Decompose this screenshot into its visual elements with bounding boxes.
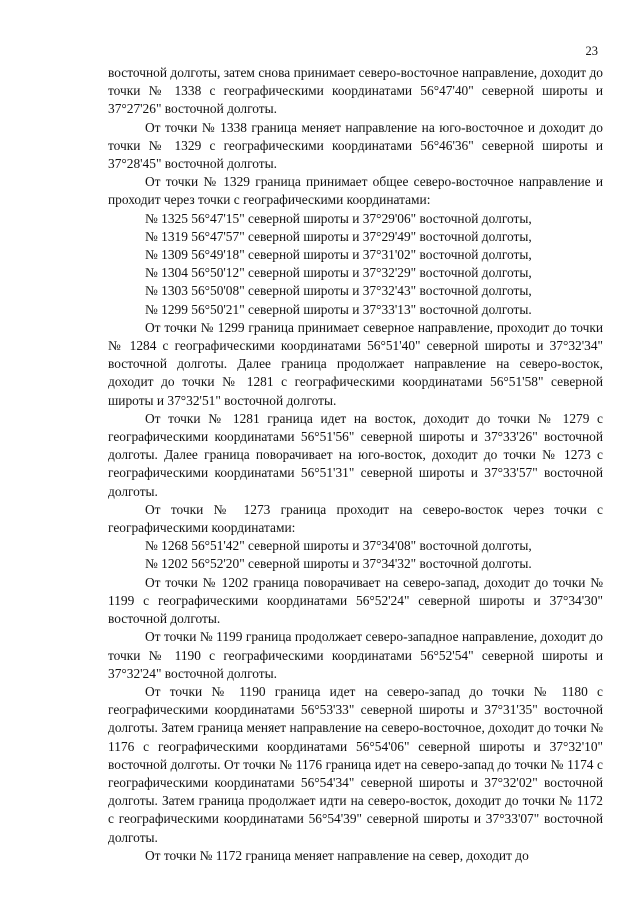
paragraph: От точки № 1338 граница меняет направление на юго-восточное и доходит до точки № 1329 с географическими координатами 56°46'36" северной широты и 37°28'45" восточной долготы. (108, 119, 603, 172)
paragraph: восточной долготы, затем снова принимает северо-восточное направление, доходит до точки № 1338 с географическими координатами 56°47'40" северной широты и 37°27'26" восточной долготы. (108, 65, 603, 117)
coordinate-line: № 1299 56°50'21" северной широты и 37°33'13" восточной долготы. (145, 301, 532, 317)
coordinate-line: № 1309 56°49'18" северной широты и 37°31'02" восточной долготы, (145, 247, 532, 263)
paragraph: От точки № 1281 граница идет на восток, доходит до точки № 1279 с географическими координатами 56°51'56" северной широты и 37°33'26" восточной долготы. Далее граница поворачивает на юго-восток, доходит до точки № 1273 с географическими координатами 56°51'31" северной широты и 37°33'57" восточной долготы. (108, 410, 603, 499)
paragraph: От точки № 1172 граница меняет направление на север, доходит до (145, 847, 529, 863)
coordinate-line: № 1303 56°50'08" северной широты и 37°32'43" восточной долготы, (145, 283, 532, 299)
paragraph: От точки № 1199 граница продолжает северо-западное направление, доходит до точки № 1190 с географическими координатами 56°52'54" северной широты и 37°32'24" восточной долготы. (108, 629, 603, 681)
coordinate-line: № 1325 56°47'15" северной широты и 37°29'06" восточной долготы, (145, 210, 532, 226)
coordinate-line: № 1202 56°52'20" северной широты и 37°34'32" восточной долготы. (145, 556, 532, 572)
paragraph: От точки № 1202 граница поворачивает на северо-запад, доходит до точки № 1199 с географическими координатами 56°52'24" северной широты и 37°34'30" восточной долготы. (108, 574, 603, 627)
paragraph: От точки № 1329 граница принимает общее северо-восточное направление и проходит через точки с географическими координатами: (108, 174, 603, 208)
coordinate-line: № 1319 56°47'57" северной широты и 37°29'49" восточной долготы, (145, 228, 532, 244)
document-body (108, 64, 603, 865)
paragraph: От точки № 1190 граница идет на северо-запад до точки № 1180 с географическими координатами 56°53'33" северной широты и 37°31'35" восточной долготы. Затем граница меняет направление на северо-восточное, доходит до точки № 1176 с географическими координатами 56°54'06" северной широты и 37°32'10" восточной долготы. От точки № 1176 граница идет на северо-запад до точки № 1174 с географическими координатами 56°54'34" северной широты и 37°32'02" восточной долготы. Затем граница продолжает идти на северо-восток, доходит до точки № 1172 с географическими координатами 56°54'39" северной широты и 37°33'07" восточной долготы. (108, 683, 603, 845)
paragraph: От точки № 1299 граница принимает северное направление, проходит до точки № 1284 с географическими координатами 56°51'40" северной широты и 37°32'34" восточной долготы. Далее граница продолжает направление на северо-восток, доходит до точки № 1281 с географическими координатами 56°51'58" северной широты и 37°32'51" восточной долготы. (108, 319, 603, 408)
coordinate-line: № 1304 56°50'12" северной широты и 37°32'29" восточной долготы, (145, 265, 532, 281)
paragraph: От точки № 1273 граница проходит на северо-восток через точки с географическими координатами: (108, 501, 603, 536)
page-number: 23 (585, 44, 598, 58)
coordinate-line: № 1268 56°51'42" северной широты и 37°34'08" восточной долготы, (145, 538, 532, 554)
